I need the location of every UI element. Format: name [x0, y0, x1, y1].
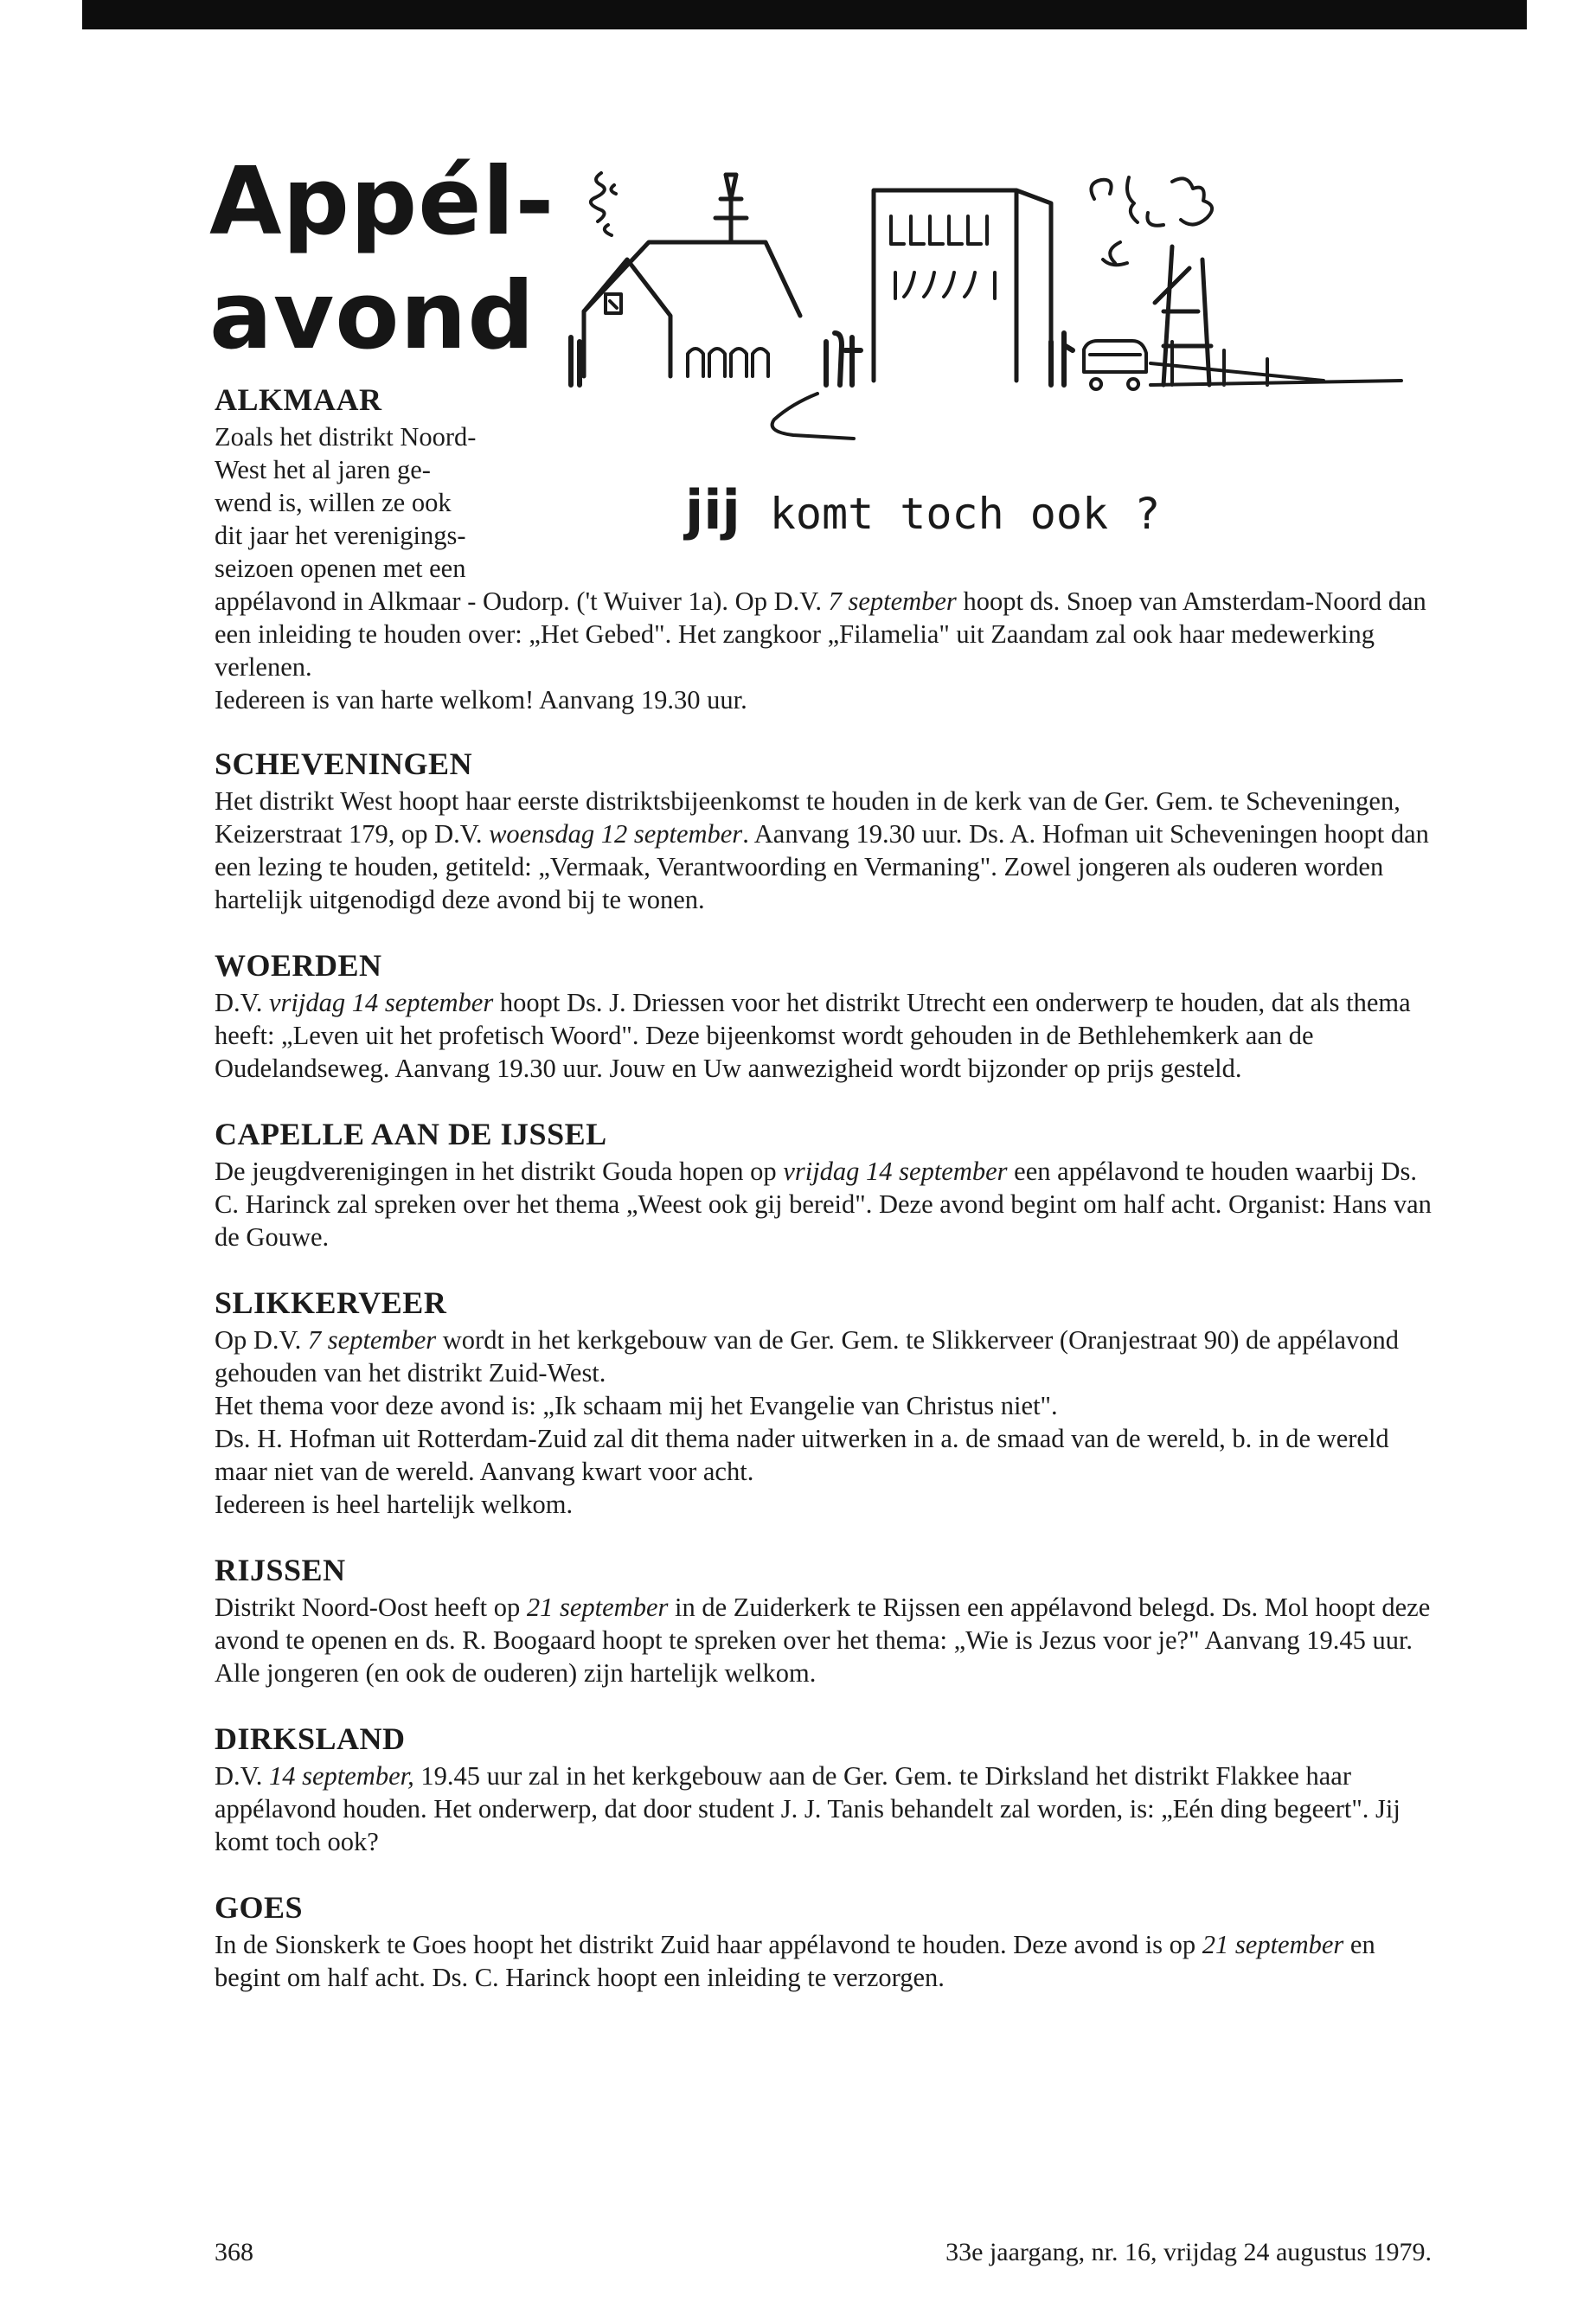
- text-run: en begint om half acht. Ds. C. Harinck hoopt een inleiding te verzorgen.: [215, 1930, 1375, 1992]
- church-roof: [584, 242, 800, 316]
- section-capelle: [215, 1115, 1443, 1253]
- intro-line: wend is, willen ze ook: [215, 488, 452, 517]
- section-title: CAPELLE AAN DE IJSSEL: [215, 1117, 607, 1151]
- church-window: [606, 294, 621, 313]
- text-run: Distrikt Noord-Oost heeft op: [215, 1593, 527, 1622]
- text-run: D.V.: [215, 1761, 269, 1791]
- intro-line: Zoals het distrikt Noord-: [215, 422, 477, 452]
- section-slikkerveer: [215, 1284, 1443, 1521]
- apartment-windows-row1: [891, 216, 987, 244]
- section-title: SCHEVENINGEN: [215, 747, 473, 781]
- section-alkmaar: [215, 381, 1443, 716]
- paragraph: [215, 1155, 1443, 1253]
- tree-canopy: [1091, 177, 1212, 265]
- paragraph: Iedereen is heel hartelijk welkom.: [215, 1490, 574, 1519]
- paragraph: [215, 785, 1443, 916]
- article-body: [215, 381, 1443, 2024]
- text-run: In de Sionskerk te Goes hoopt het distrikt Zuid haar appélavond te houden. Deze avond is op: [215, 1930, 1202, 1959]
- smoke-swirl: [591, 173, 616, 235]
- date: 14 september,: [269, 1761, 414, 1791]
- apartment-block: [874, 190, 1051, 381]
- alkmaar-intro: [215, 420, 569, 585]
- section-rijssen: [215, 1551, 1443, 1689]
- date: 21 september: [526, 1593, 669, 1622]
- paragraph: [215, 986, 1443, 1085]
- section-title: RIJSSEN: [215, 1553, 346, 1587]
- date: vrijdag 14 september: [269, 988, 494, 1017]
- page-title: [209, 145, 554, 374]
- text-run: in de Zuiderkerk te Rijssen een appélavond belegd. Ds. Mol hoopt deze avond te openen en ds. R. Boogaard hoopt te spreken over het thema: „Wie is Jezus voor je?" Aanvang 19.45 uur.: [215, 1593, 1431, 1655]
- section-title: GOES: [215, 1890, 304, 1925]
- text-run: wordt in het kerkgebouw van de Ger. Gem. te Slikkerveer (Oranjestraat 90) de appélavond gehouden van het distrikt Zuid-West.: [215, 1325, 1400, 1388]
- section-dirksland: [215, 1720, 1443, 1858]
- section-scheveningen: [215, 745, 1443, 916]
- paragraph: [215, 1759, 1443, 1858]
- text-run: hoopt ds. Snoep van Amsterdam-Noord dan een inleiding te houden over: „Het Gebed". Het zangkoor „Filamelia" uit Zaandam zal ook haar medewerking verlenen.: [215, 586, 1426, 682]
- intro-line: West het al jaren ge-: [215, 455, 431, 484]
- title-line-2: avond: [209, 262, 535, 370]
- text-run: appélavond in Alkmaar - Oudorp. ('t Wuiver 1a). Op D.V.: [215, 586, 829, 616]
- section-woerden: [215, 946, 1443, 1085]
- intro-line: dit jaar het verenigings-: [215, 521, 466, 550]
- date: woensdag 12 september: [489, 819, 743, 849]
- tagline-text: komt toch ook ?: [769, 489, 1161, 539]
- page-number: 368: [215, 2238, 253, 2266]
- paragraph: [215, 1928, 1443, 1994]
- paragraph: [215, 1324, 1443, 1389]
- section-title: SLIKKERVEER: [215, 1285, 447, 1320]
- apartment-windows-row2: [895, 272, 995, 298]
- text-run: 19.45 uur zal in het kerkgebouw aan de Ger. Gem. te Dirksland het distrikt Flakkee haar appélavond houden. Het onderwerp, dat door student J. J. Tanis behandelt zal worden, is: „Eén ding begeert". Jij komt toch ook?: [215, 1761, 1401, 1856]
- church-front: [584, 260, 670, 376]
- paragraph: [215, 1591, 1443, 1657]
- section-title: WOERDEN: [215, 948, 382, 983]
- text-run: een appélavond te houden waarbij Ds. C. Harinck zal spreken over het thema „Weest ook gij bereid". Deze avond begint om half acht. Organist: Hans van de Gouwe.: [215, 1157, 1432, 1252]
- church-steeple: [715, 175, 747, 242]
- paragraph: Alle jongeren (en ook de ouderen) zijn hartelijk welkom.: [215, 1658, 817, 1688]
- date: 21 september: [1202, 1930, 1344, 1959]
- text-run: D.V.: [215, 988, 269, 1017]
- text-run: Het distrikt West hoopt haar eerste distriktsbijeenkomst te houden in de kerk van de Ger. Gem. te Scheveningen, Keizerstraat 179, op D.V.: [215, 786, 1401, 849]
- paragraph: Ds. H. Hofman uit Rotterdam-Zuid zal dit thema nader uitwerken in a. de smaad van de wereld, b. in de wereld maar niet van de wereld. Aanvang kwart voor acht.: [215, 1424, 1389, 1486]
- crowd-figures: [571, 333, 1073, 385]
- section-goes: [215, 1888, 1443, 1994]
- date: vrijdag 14 september: [783, 1157, 1008, 1186]
- text-run: Op D.V.: [215, 1325, 308, 1355]
- text-run: hoopt Ds. J. Driessen voor het distrikt Utrecht een onderwerp te houden, dat als thema heeft: „Leven uit het profetisch Woord". Deze bijeenkomst wordt gehouden in de Bethlehemkerk aan de Oudelandseweg. Aanvang 19.30 uur. Jouw en Uw aanwezigheid wordt bijzonder op prijs gesteld.: [215, 988, 1411, 1083]
- date: 7 september: [307, 1325, 437, 1355]
- issue-info: 33e jaargang, nr. 16, vrijdag 24 augustus 1979.: [945, 2238, 1432, 2266]
- church-doors: [688, 349, 768, 376]
- title-line-1: Appél-: [209, 148, 555, 256]
- text-run: De jeugdverenigingen in het distrikt Gouda hopen op: [215, 1157, 784, 1186]
- section-title: ALKMAAR: [215, 382, 382, 417]
- intro-line: seizoen openen met een: [215, 554, 466, 583]
- paragraph: Iedereen is van harte welkom! Aanvang 19.30 uur.: [215, 685, 747, 715]
- date: 7 september: [828, 586, 957, 616]
- text-run: . Aanvang 19.30 uur. Ds. A. Hofman uit Scheveningen hoopt dan een lezing te houden, getiteld: „Vermaak, Verantwoording en Vermaning". Zowel jongeren als ouderen worden hartelijk uitgenodigd deze avond bij te wonen.: [215, 819, 1429, 914]
- section-title: DIRKSLAND: [215, 1721, 406, 1756]
- paragraph: [215, 585, 1443, 683]
- paragraph: Het thema voor deze avond is: „Ik schaam mij het Evangelie van Christus niet".: [215, 1391, 1058, 1420]
- top-rule: [82, 0, 1527, 29]
- tagline-pronoun: jij: [685, 478, 740, 542]
